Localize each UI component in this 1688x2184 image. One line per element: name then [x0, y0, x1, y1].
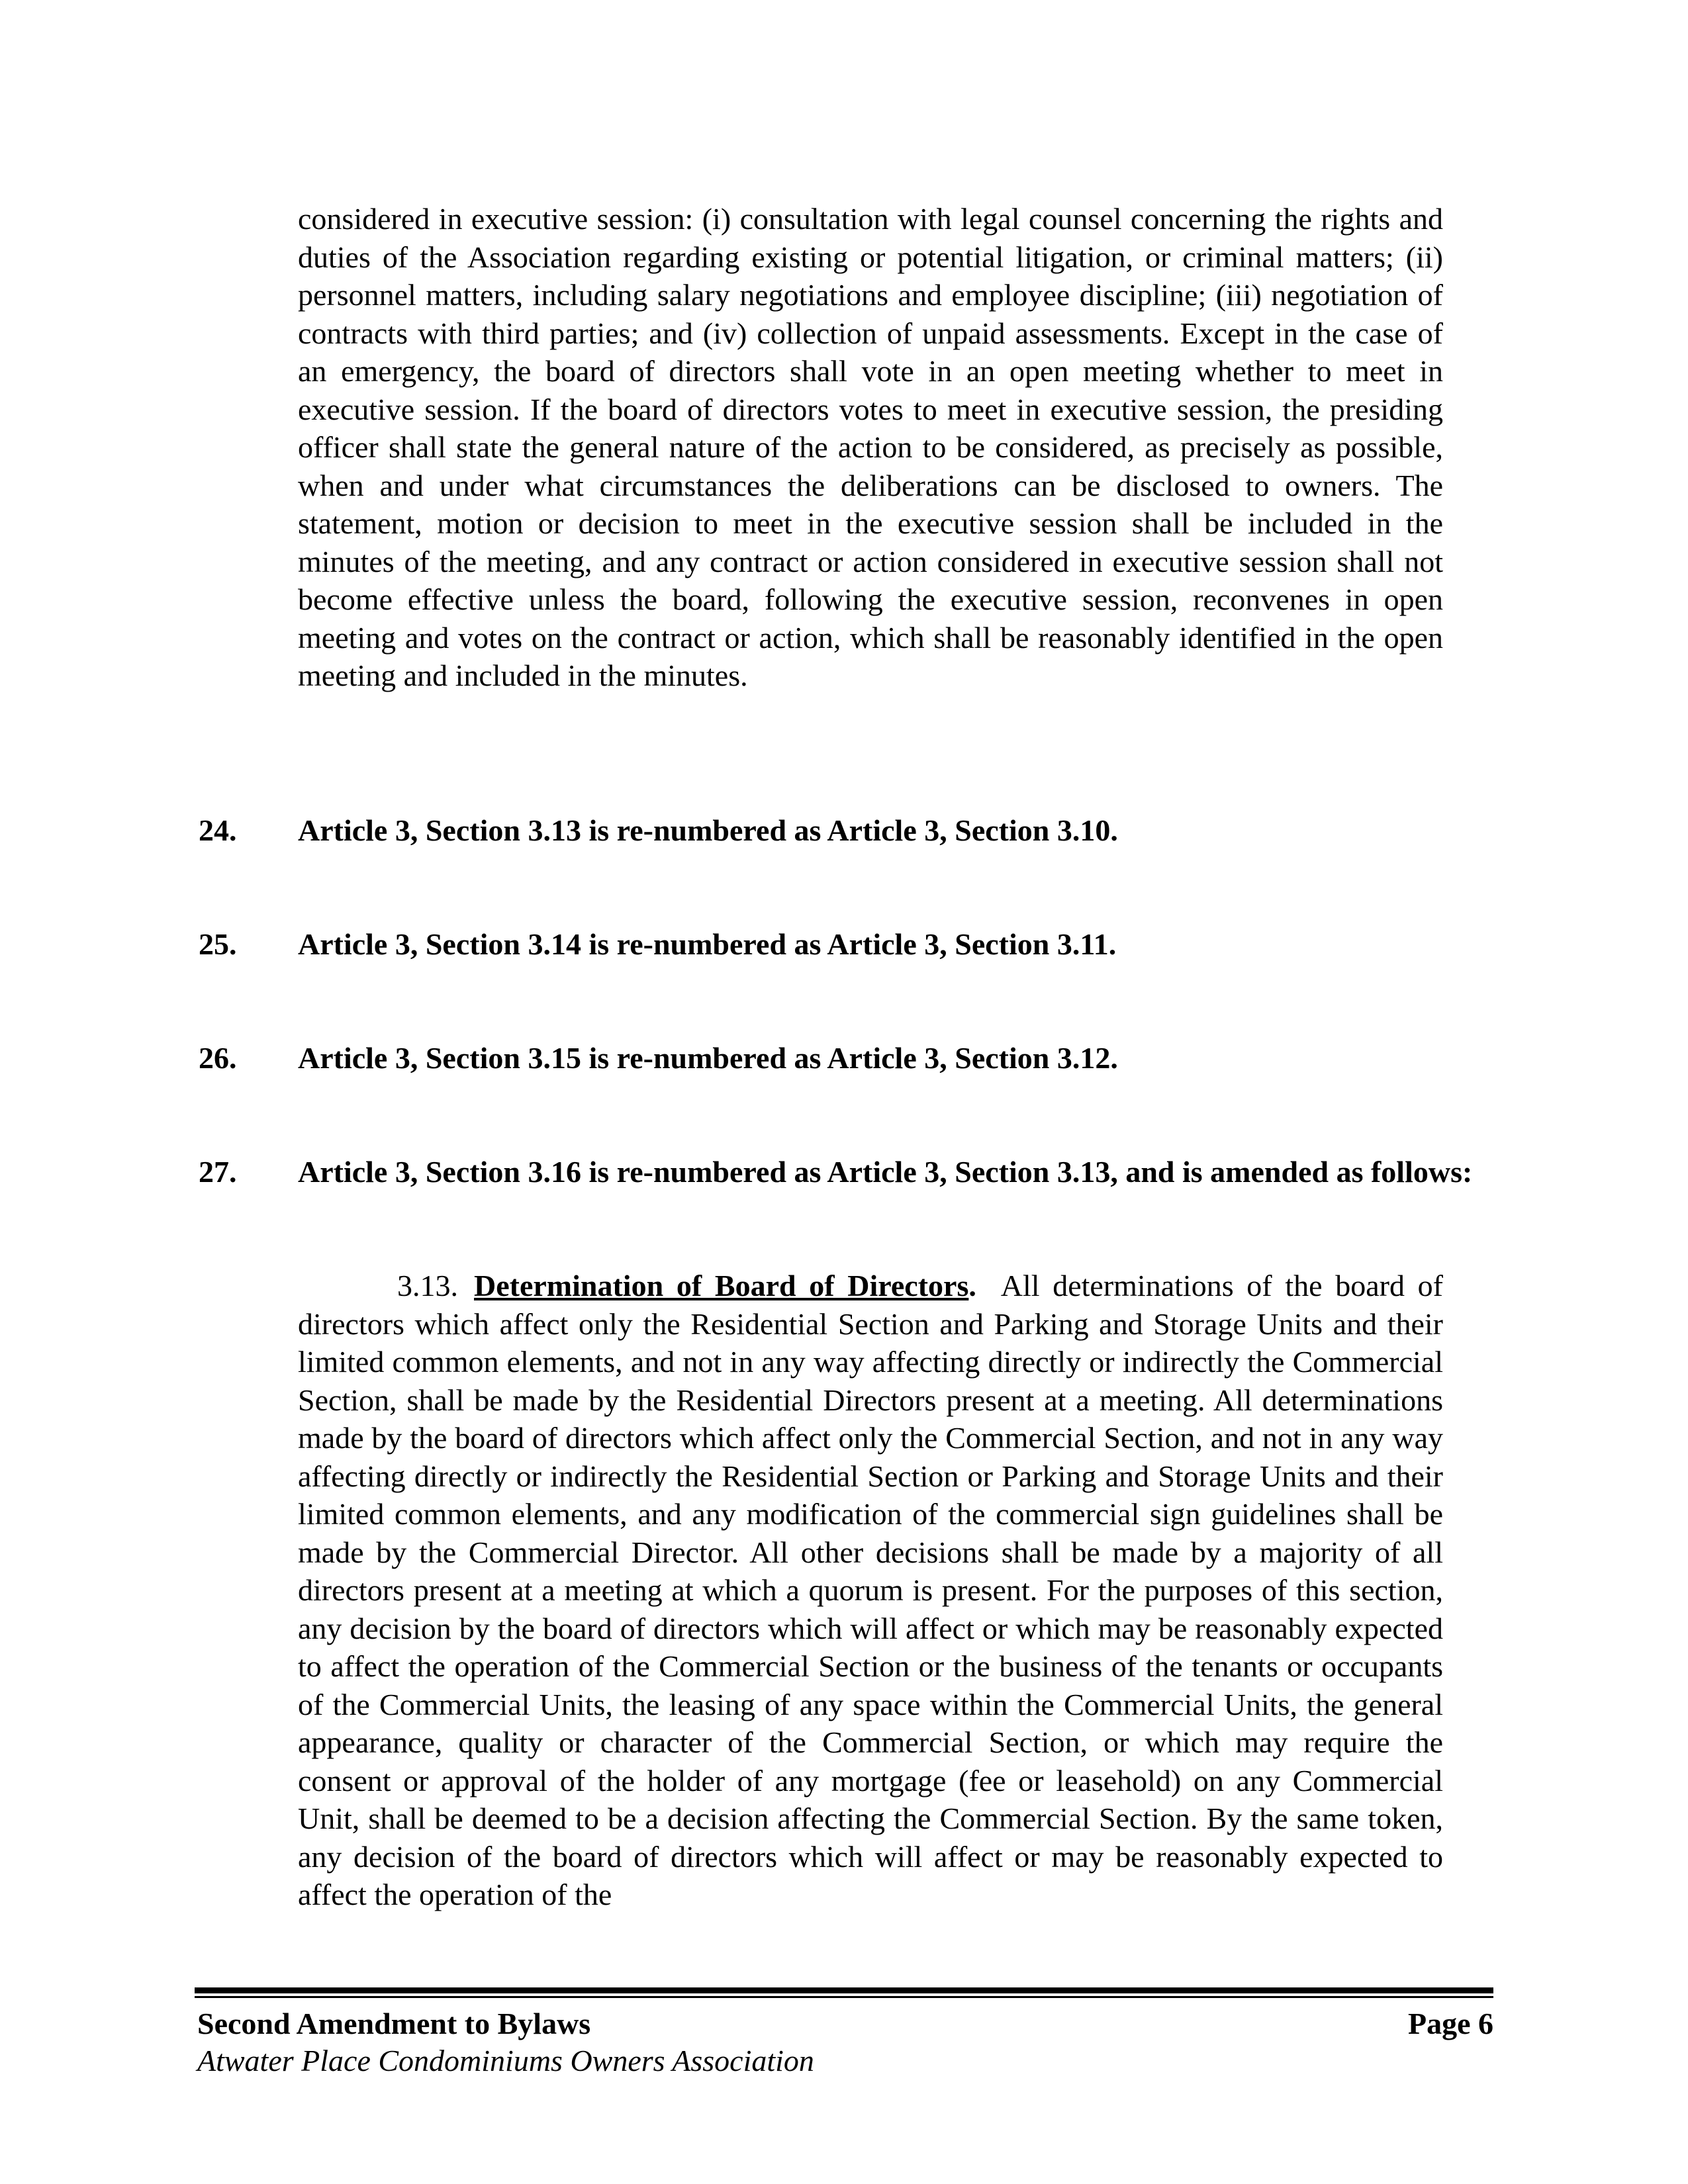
item-text: Article 3, Section 3.14 is re-numbered as Article 3, Section 3.11. [298, 927, 1117, 961]
section-text: All determinations of the board of directors which affect only the Residential Section and Parking and Storage Units and their limited common elements, and not in any way affecting directly or indirectly the Commercial Section, shall be made by the Residential Directors present at a meeting. All determinations made by the board of directors which affect only the Commercial Section, and not in any way affecting directly or indirectly the Residential Section or Parking and Storage Units and their limited common elements, and any modification of the commercial sign guidelines shall be made by the Commercial Director. All other decisions shall be made by a majority of all directors present at a meeting at which a quorum is present. For the purposes of this section, any decision by the board of directors which will affect or which may be reasonably expected to affect the operation of the Commercial Section or the business of the tenants or occupants of the Commercial Units, the leasing of any space within the Commercial Units, the general appearance, quality or character of the Commercial Section, or which may require the consent or approval of the holder of any mortgage (fee or leasehold) on any Commercial Unit, shall be deemed to be a decision affecting the Commercial Section. By the same token, any decision of the board of directors which will affect or may be reasonably expected to affect the operation of the [298, 1269, 1443, 1911]
item-text: Article 3, Section 3.16 is re-numbered as Article 3, Section 3.13, and is amended as follows: [298, 1155, 1473, 1189]
item-text: Article 3, Section 3.13 is re-numbered as Article 3, Section 3.10. [298, 813, 1118, 847]
amendment-item-24 [199, 811, 1497, 850]
section-title: Determination of Board of Directors [474, 1269, 969, 1302]
amendment-item-26 [199, 1039, 1497, 1077]
amendment-item-27 [199, 1153, 1497, 1191]
section-number: 3.13. [397, 1269, 458, 1302]
section-title-period: . [968, 1269, 976, 1302]
item-number: 26. [199, 1041, 237, 1075]
item-number: 25. [199, 927, 237, 961]
footer-document-title: Second Amendment to Bylaws [197, 2007, 591, 2040]
footer-rule-thick [195, 1987, 1493, 1993]
footer-rule-thin [195, 1996, 1493, 1998]
continued-paragraph: considered in executive session: (i) consultation with legal counsel concerning the rights and duties of the Association regarding existing or potential litigation, or criminal matters; (ii) personnel matters, including salary negotiations and employee discipline; (iii) negotiation of contracts with third parties; and (iv) collection of unpaid assessments. Except in the case of an emergency, the board of directors shall vote in an open meeting whether to meet in executive session. If the board of directors votes to meet in executive session, the presiding officer shall state the general nature of the action to be considered, as precisely as possible, when and under what circumstances the deliberations can be disclosed to owners. The statement, motion or decision to meet in the executive session shall be included in the minutes of the meeting, and any contract or action considered in executive session shall not become effective unless the board, following the executive session, reconvenes in open meeting and votes on the contract or action, which shall be reasonably identified in the open meeting and included in the minutes. [298, 202, 1443, 692]
footer-page-number: Page 6 [1407, 2007, 1493, 2040]
section-3-13 [298, 1267, 1443, 1914]
item-number: 27. [199, 1155, 237, 1189]
item-number: 24. [199, 813, 237, 847]
amendment-item-25 [199, 925, 1497, 964]
item-text: Article 3, Section 3.15 is re-numbered as Article 3, Section 3.12. [298, 1041, 1118, 1075]
footer-association-name: Atwater Place Condominiums Owners Association [197, 2044, 814, 2077]
